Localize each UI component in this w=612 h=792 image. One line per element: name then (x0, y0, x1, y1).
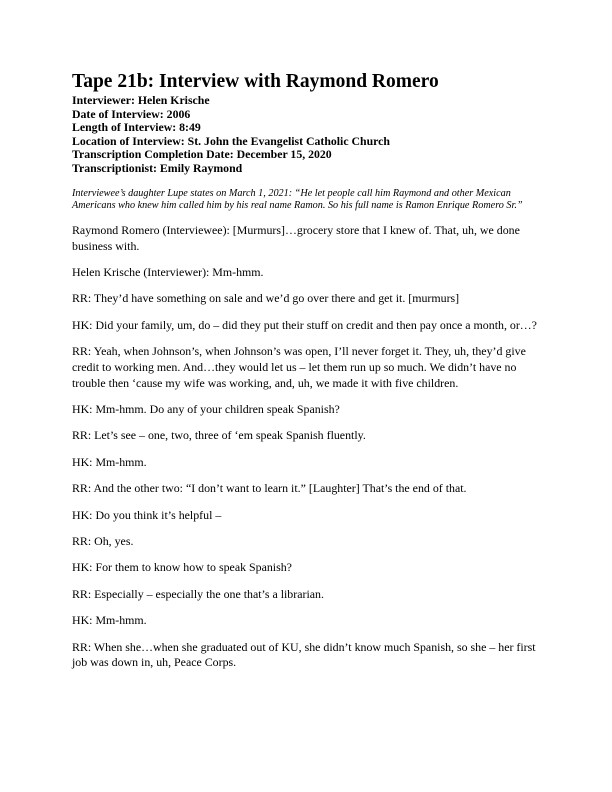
transcript-body (72, 70, 552, 682)
dialogue-turn: RR: Especially – especially the one that’s a librarian. (72, 586, 324, 601)
transcriptionist-line: Transcriptionist: Emily Raymond (72, 160, 243, 175)
dialogue-turn: RR: They’d have something on sale and we’d go over there and get it. [murmurs] (72, 291, 460, 306)
dialogue-turn: HK: Mm-hmm. (72, 613, 147, 628)
dialogue-turn: RR: Yeah, when Johnson’s, when Johnson’s was open, I’ll never forget it. They, uh, they’d give credit to working men. And…they would let us – let them run up so much. We didn’t have no trouble then ‘cause my wife was working, and, uh, we made it with five children. (72, 344, 526, 390)
editorial-note: Interviewee’s daughter Lupe states on March 1, 2021: “He let people call him Raymond and other Mexican Americans who knew him called him by his real name Ramon. So his full name is Ramon Enrique Romero Sr.” (72, 187, 523, 212)
dialogue-turn: Helen Krische (Interviewer): Mm-hmm. (72, 264, 264, 279)
interview-metadata (72, 94, 552, 176)
dialogue (72, 223, 552, 671)
interview-date-line: Date of Interview: 2006 (72, 106, 191, 121)
interview-length-line: Length of Interview: 8:49 (72, 120, 201, 135)
transcription-date-line: Transcription Completion Date: December 15, 2020 (72, 147, 332, 162)
dialogue-turn: HK: Did your family, um, do – did they put their stuff on credit and then pay once a month, or…? (72, 317, 537, 332)
interviewer-line: Interviewer: Helen Krische (72, 93, 210, 107)
dialogue-turn: HK: Do you think it’s helpful – (72, 507, 222, 522)
dialogue-turn: HK: Mm-hmm. Do any of your children speak Spanish? (72, 402, 340, 417)
interview-location-line: Location of Interview: St. John the Evangelist Catholic Church (72, 133, 390, 148)
dialogue-turn: HK: For them to know how to speak Spanish? (72, 560, 292, 575)
dialogue-turn: Raymond Romero (Interviewee): [Murmurs]…grocery store that I knew of. That, uh, we done business with. (72, 222, 520, 253)
dialogue-turn: RR: When she…when she graduated out of KU, she didn’t know much Spanish, so she – her first job was down in, uh, Peace Corps. (72, 639, 536, 670)
dialogue-turn: RR: Let’s see – one, two, three of ‘em speak Spanish fluently. (72, 428, 366, 443)
dialogue-turn: RR: And the other two: “I don’t want to learn it.” [Laughter] That’s the end of that. (72, 481, 467, 496)
dialogue-turn: RR: Oh, yes. (72, 534, 134, 549)
document-title: Tape 21b: Interview with Raymond Romero (72, 71, 439, 92)
dialogue-turn: HK: Mm-hmm. (72, 454, 147, 469)
